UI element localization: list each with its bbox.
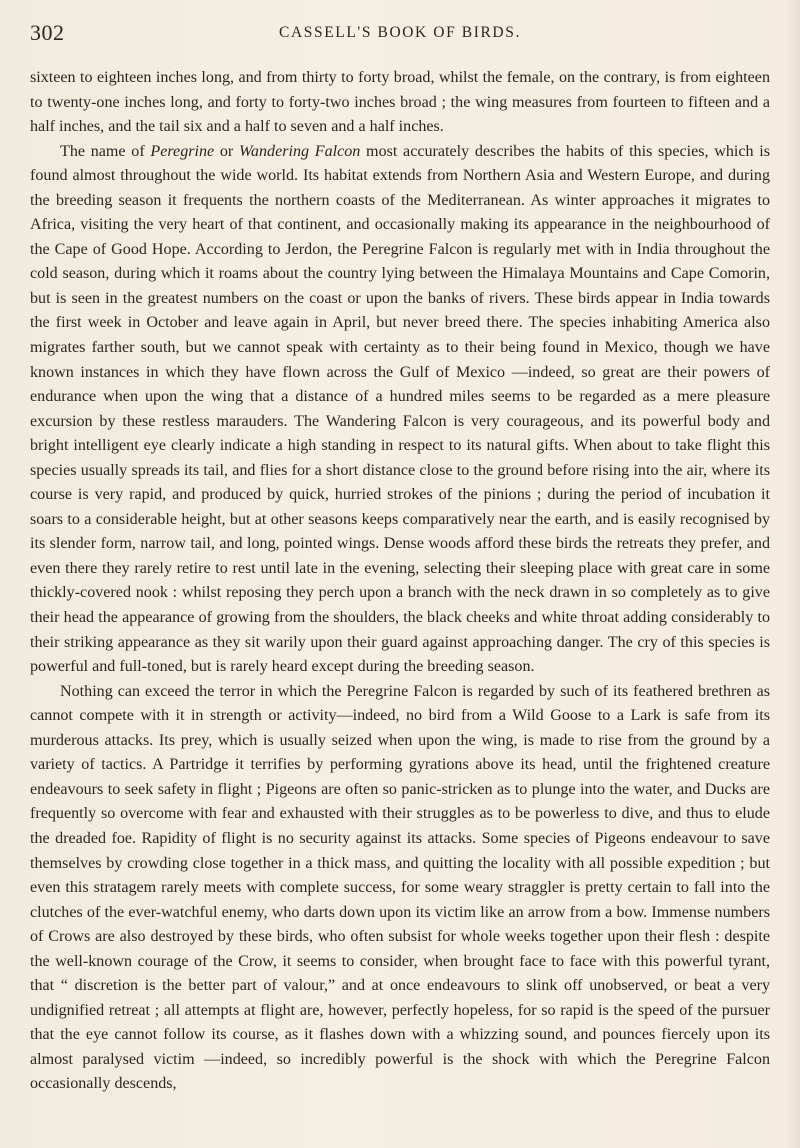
running-head: CASSELL'S BOOK OF BIRDS. xyxy=(279,24,521,41)
text-run: or xyxy=(214,142,239,160)
text-run: most accurately describes the habits of this species, which is found almost throughout the wide world. Its habitat extends from Northern Asia and Western Europe, and during the breeding season it frequents the northern coasts of the Mediterranean. As winter approaches it migrates to Africa, visiting the very heart of that continent, and occasionally making its appearance in the neighbourhood of the Cape of Good Hope. According to Jerdon, the Peregrine Falcon is regularly met with in India throughout the cold season, during which it roams about the country lying between the Himalaya Mountains and Cape Comorin, but is seen in the greatest numbers on the coast or upon the banks of rivers. These birds appear in India towards the first week in October and leave again in April, but never breed there. The species inhabiting America also migrates farther south, but we cannot speak with certainty as to their being found in Mexico, though we have known instances in which they have flown across the Gulf of Mexico —indeed, so great are their powers of endurance when upon the wing that a distance of a hundred miles seems to be regarded as a mere pleasure excursion by these restless marauders. The Wandering Falcon is very courageous, and its powerful body and bright intelligent eye clearly indicate a high standing in respect to its natural gifts. When about to take flight this species usually spreads its tail, and flies for a short distance close to the ground before rising into the air, where its course is very rapid, and produced by quick, hurried strokes of the pinions ; during the period of incubation it soars to a considerable height, but at other seasons keeps comparatively near the earth, and is easily recognised by its slender form, narrow tail, and long, pointed wings. Dense woods afford these birds the retreats they prefer, and even there they rarely retire to rest until late in the evening, selecting their sleeping place with great care in some thickly-covered nook : whilst reposing they perch upon a branch with the neck drawn in so completely as to give their head the appearance of growing from the shoulders, the black cheeks and white throat adding considerably to their striking appearance as they sit warily upon their guard against approaching danger. The cry of this species is powerful and full-toned, but is rarely heard except during the breeding season. xyxy=(30,142,771,676)
text-run: The name of xyxy=(60,142,151,160)
body-text xyxy=(30,66,770,1097)
page-number: 302 xyxy=(30,20,65,45)
italic-term: Peregrine xyxy=(150,142,215,160)
italic-term: Wandering Falcon xyxy=(239,142,361,160)
page-header xyxy=(30,20,770,52)
paragraph xyxy=(30,140,770,680)
text-run: Nothing can exceed the terror in which the Peregrine Falcon is regarded by such of its feathered brethren as cannot compete with it in strength or activity—indeed, no bird from a Wild Goose to a Lark is safe from its murderous attacks. Its prey, which is usually seized when upon the wing, is made to rise from the ground by a variety of tactics. A Partridge it terrifies by performing gyrations above its head, until the frightened creature endeavours to seek safety in flight ; Pigeons are often so panic-stricken as to plunge into the water, and Ducks are frequently so overcome with fear and exhausted with their struggles as to be powerless to dive, and thus to elude the dreaded foe. Rapidity of flight is no security against its attacks. Some species of Pigeons endeavour to save themselves by crowding close together in a thick mass, and quitting the locality with all possible expedition ; but even this stratagem rarely meets with complete success, for some weary straggler is pretty certain to fall into the clutches of the ever-watchful enemy, who darts down upon its victim like an arrow from a bow. Immense numbers of Crows are also destroyed by these birds, who often subsist for whole weeks together upon their flesh : despite the well-known courage of the Crow, it seems to consider, when brought face to face with this powerful tyrant, that “ discretion is the better part of valour,” and at once endeavours to slink off unobserved, or beat a very undignified retreat ; all attempts at flight are, however, perfectly hopeless, for so rapid is the speed of the pursuer that the eye cannot follow its course, as it flashes down with a whizzing sound, and pounces fiercely upon its almost paralysed victim —indeed, so incredibly powerful is the shock with which the Peregrine Falcon occasionally descends, xyxy=(30,682,770,1093)
text-run: sixteen to eighteen inches long, and from thirty to forty broad, whilst the female, on the contrary, is from eighteen to twenty-one inches long, and forty to forty-two inches broad ; the wing measures from fourteen to fifteen and a half inches, and the tail six and a half to seven and a half inches. xyxy=(30,69,770,136)
paragraph xyxy=(30,66,770,140)
paragraph xyxy=(30,680,770,1097)
page-spine-shadow xyxy=(786,0,800,1148)
